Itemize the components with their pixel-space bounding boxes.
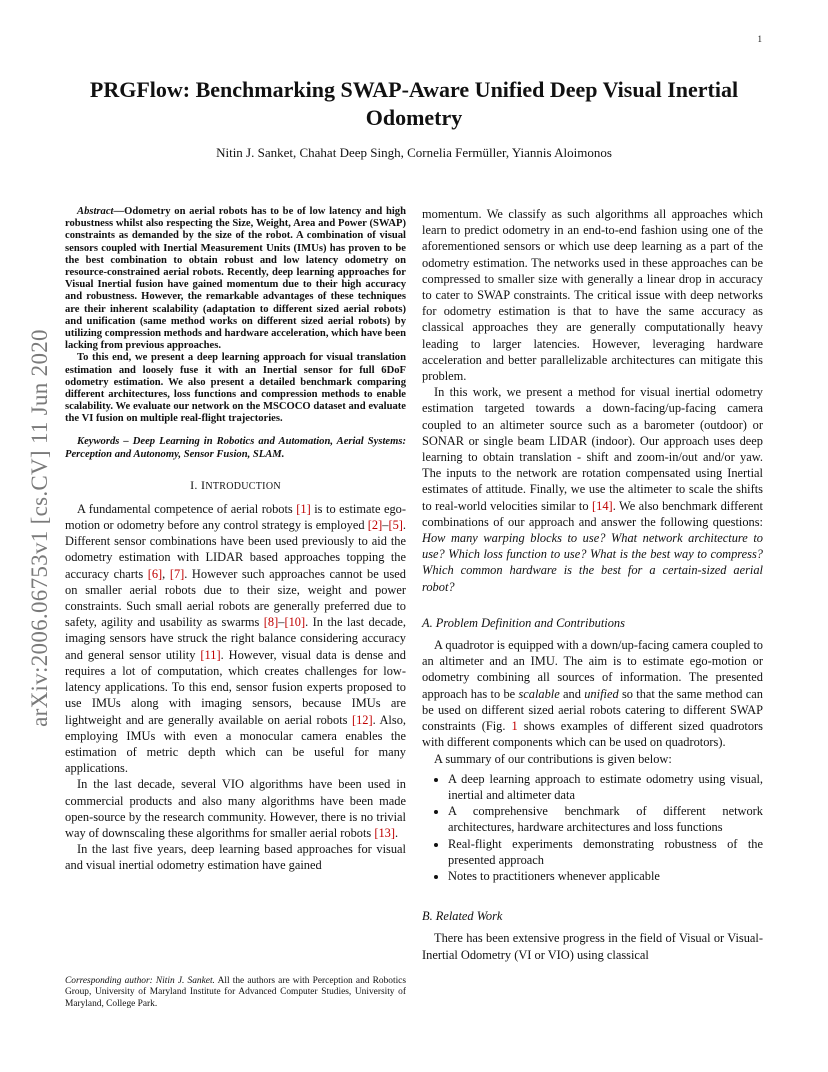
section-heading-rest: NTRODUCTION	[205, 480, 281, 492]
intro-paragraph-4: In this work, we present a method for visual inertial odometry estimation targeted towards a down-facing/up-facing camera coupled to an altimeter source such as a barometer (outdoor) or SONAR or single beam LIDAR (indoor). Our approach uses deep learning to obtain translation - shift and zoom-in/out and/or yaw. The inputs to the network are rotation compensated using Inertial estimates of attitude. Finally, we use the altimeter to scale the shifts to real-world velocities similar to [14]. We also benchmark different combinations of our approach and answer the following questions: How many warping blocks to use? What network architecture to use? Which loss function to use? What is the best way to compress? Which common hardware is the best for a certain-sized aerial robot?	[422, 385, 763, 594]
list-item: • A deep learning approach to estimate odometry using visual, inertial and altimeter data	[448, 771, 763, 803]
abstract-paragraph-1	[65, 206, 406, 352]
contributions-list	[422, 771, 763, 884]
right-column	[422, 206, 763, 963]
arxiv-identifier-stamp	[20, 295, 60, 760]
problem-paragraph-2: A summary of our contributions is given below:	[434, 751, 672, 766]
footnote-lead: Corresponding author: Nitin J. Sanket.	[65, 976, 215, 986]
related-work-heading: B. Related Work	[422, 909, 503, 924]
footnote	[65, 976, 406, 1010]
related-work-paragraph-1: There has been extensive progress in the field of Visual or Visual-Inertial Odometry (VI or VIO) using classical	[422, 931, 763, 962]
footnote-text: All the authors are with Perception and Robotics Group, University of Maryland Institute for Advanced Computer Studies, University of Maryland, College Park.	[65, 976, 406, 1009]
section-number: I.	[190, 477, 198, 492]
paper-title: PRGFlow: Benchmarking SWAP-Aware Unified Deep Visual Inertial Odometry	[89, 77, 739, 130]
citation-link[interactable]: [2]	[367, 518, 383, 533]
citation-link[interactable]: [12]	[351, 712, 373, 727]
abstract-text-1: —Odometry on aerial robots has to be of low latency and high robustness whilst also respecting the Size, Weight, Area and Power (SWAP) constraints as demanded by the size of the robot. A combination of visual sensors coupled with Inertial Measurement Units (IMUs) has proven to be the best combination to obtain robust and low latency odometry on resource-constrained aerial robots. Recently, deep learning approaches for Visual Inertial fusion have gained momentum due to their high accuracy and robustness. However, the remarkable advantages of these techniques are their inherent scalability (adaptation to different sized aerial robots) and unification (same method works on different sized aerial robots) by utilizing compression methods and hardware acceleration, which have been lacking from previous approaches.	[65, 206, 406, 352]
citation-link[interactable]: [5]	[388, 518, 403, 533]
page-number: 1	[757, 34, 762, 44]
abstract-paragraph-2: To this end, we present a deep learning approach for visual translation estimation and loosely fuse it with an Inertial sensor for full 6DoF odometry estimation. We also present a detailed benchmark comparing different architectures, loss functions and compression methods to enable scalability. We evaluate our network on the MSCOCO dataset and evaluate the VI fusion on multiple real-flight trajectories.	[65, 352, 406, 425]
intro-paragraph-3: In the last five years, deep learning based approaches for visual and visual inertial odometry estimation have gained	[65, 842, 406, 873]
figure-reference-link[interactable]: 1	[511, 719, 518, 734]
author-list: Nitin J. Sanket, Chahat Deep Singh, Cornelia Fermüller, Yiannis Aloimonos	[216, 145, 612, 160]
keywords: Keywords – Deep Learning in Robotics and Automation, Aerial Systems: Perception and Autonomy, Sensor Fusion, SLAM.	[65, 435, 406, 460]
citation-link[interactable]: [10]	[284, 615, 306, 630]
citation-link[interactable]: [13]	[374, 825, 395, 840]
list-item: • Notes to practitioners whenever applicable	[448, 868, 763, 884]
citation-link[interactable]: [7]	[169, 566, 185, 581]
citation-link[interactable]: [8]	[263, 615, 279, 630]
arxiv-identifier-text: arXiv:2006.06753v1 [cs.CV] 11 Jun 2020	[27, 328, 52, 727]
citation-link[interactable]: [11]	[200, 647, 221, 662]
problem-paragraph-1: A quadrotor is equipped with a down/up-facing camera coupled to an altimeter and an IMU. The aim is to estimate ego-motion or odometry combining all sources of information. The presented approach has to be scalable and unified so that the same method can be used on different sized aerial robots catering to different SWAP constraints (Fig. 1 shows examples of different sized quadrotors with different components which can be used on quadrotors).	[422, 638, 763, 750]
section-heading-initial: I	[201, 477, 206, 492]
intro-paragraph-3-continued: momentum. We classify as such algorithms all approaches which learn to predict odometry in an end-to-end fashion using one of the aforementioned sensors or which use deep learning as a part of the odometry estimation. The networks used in these approaches can be compressed to smaller size with generally a linear drop in accuracy to cater to SWAP constraints. The critical issue with deep networks for odometry estimation is that to have the same accuracy as classical approaches they are generally computationally heavy leading to larger latencies. However, leveraging hardware acceleration and better parallelizable architectures can mitigate this problem.	[422, 207, 763, 384]
intro-paragraph-2: In the last decade, several VIO algorithms have been used in commercial products and also many algorithms have been made open-source by the research community. However, there is no trivial way of downscaling these algorithms for smaller aerial robots [13].	[65, 777, 406, 840]
citation-link[interactable]: [1]	[296, 501, 311, 516]
list-item: • A comprehensive benchmark of different network architectures, hardware architectures and loss functions	[448, 803, 763, 835]
intro-paragraph-1: A fundamental competence of aerial robots [1] is to estimate ego-motion or odometry before any control strategy is employed [2]–[5]. Different sensor combinations have been used previously to aid the odometry estimation with LIDAR based approaches topping the accuracy charts [6], [7]. However such approaches cannot be used on smaller aerial robots due to their size, weight and power constraints. Such small aerial robots are generally preferred due to safety, agility and usability as swarms [8]–[10]. In the last decade, imaging sensors have struck the right balance considering accuracy and general sensor utility [11]. However, visual data is dense and requires a lot of computation, which creates challenges for low-latency applications. To this end, sensor fusion experts proposed to use IMUs along with imaging sensors, because IMUs are lightweight and are generally available on aerial robots [12]. Also, employing IMUs with even a monocular camera enables the estimation of metric depth which can be useful for many applications.	[65, 501, 407, 776]
research-questions: How many warping blocks to use? What network architecture to use? Which loss function to use? What is the best way to compress? Which common hardware is the best for a certain-sized aerial robot?	[422, 531, 763, 594]
problem-definition-heading: A. Problem Definition and Contributions	[422, 615, 625, 630]
citation-link[interactable]: [6]	[147, 566, 163, 581]
left-column	[65, 206, 406, 874]
list-item: • Real-flight experiments demonstrating robustness of the presented approach	[448, 836, 763, 868]
abstract-label: Abstract	[77, 206, 114, 217]
citation-link[interactable]: [14]	[592, 498, 613, 513]
introduction-heading	[65, 477, 406, 495]
